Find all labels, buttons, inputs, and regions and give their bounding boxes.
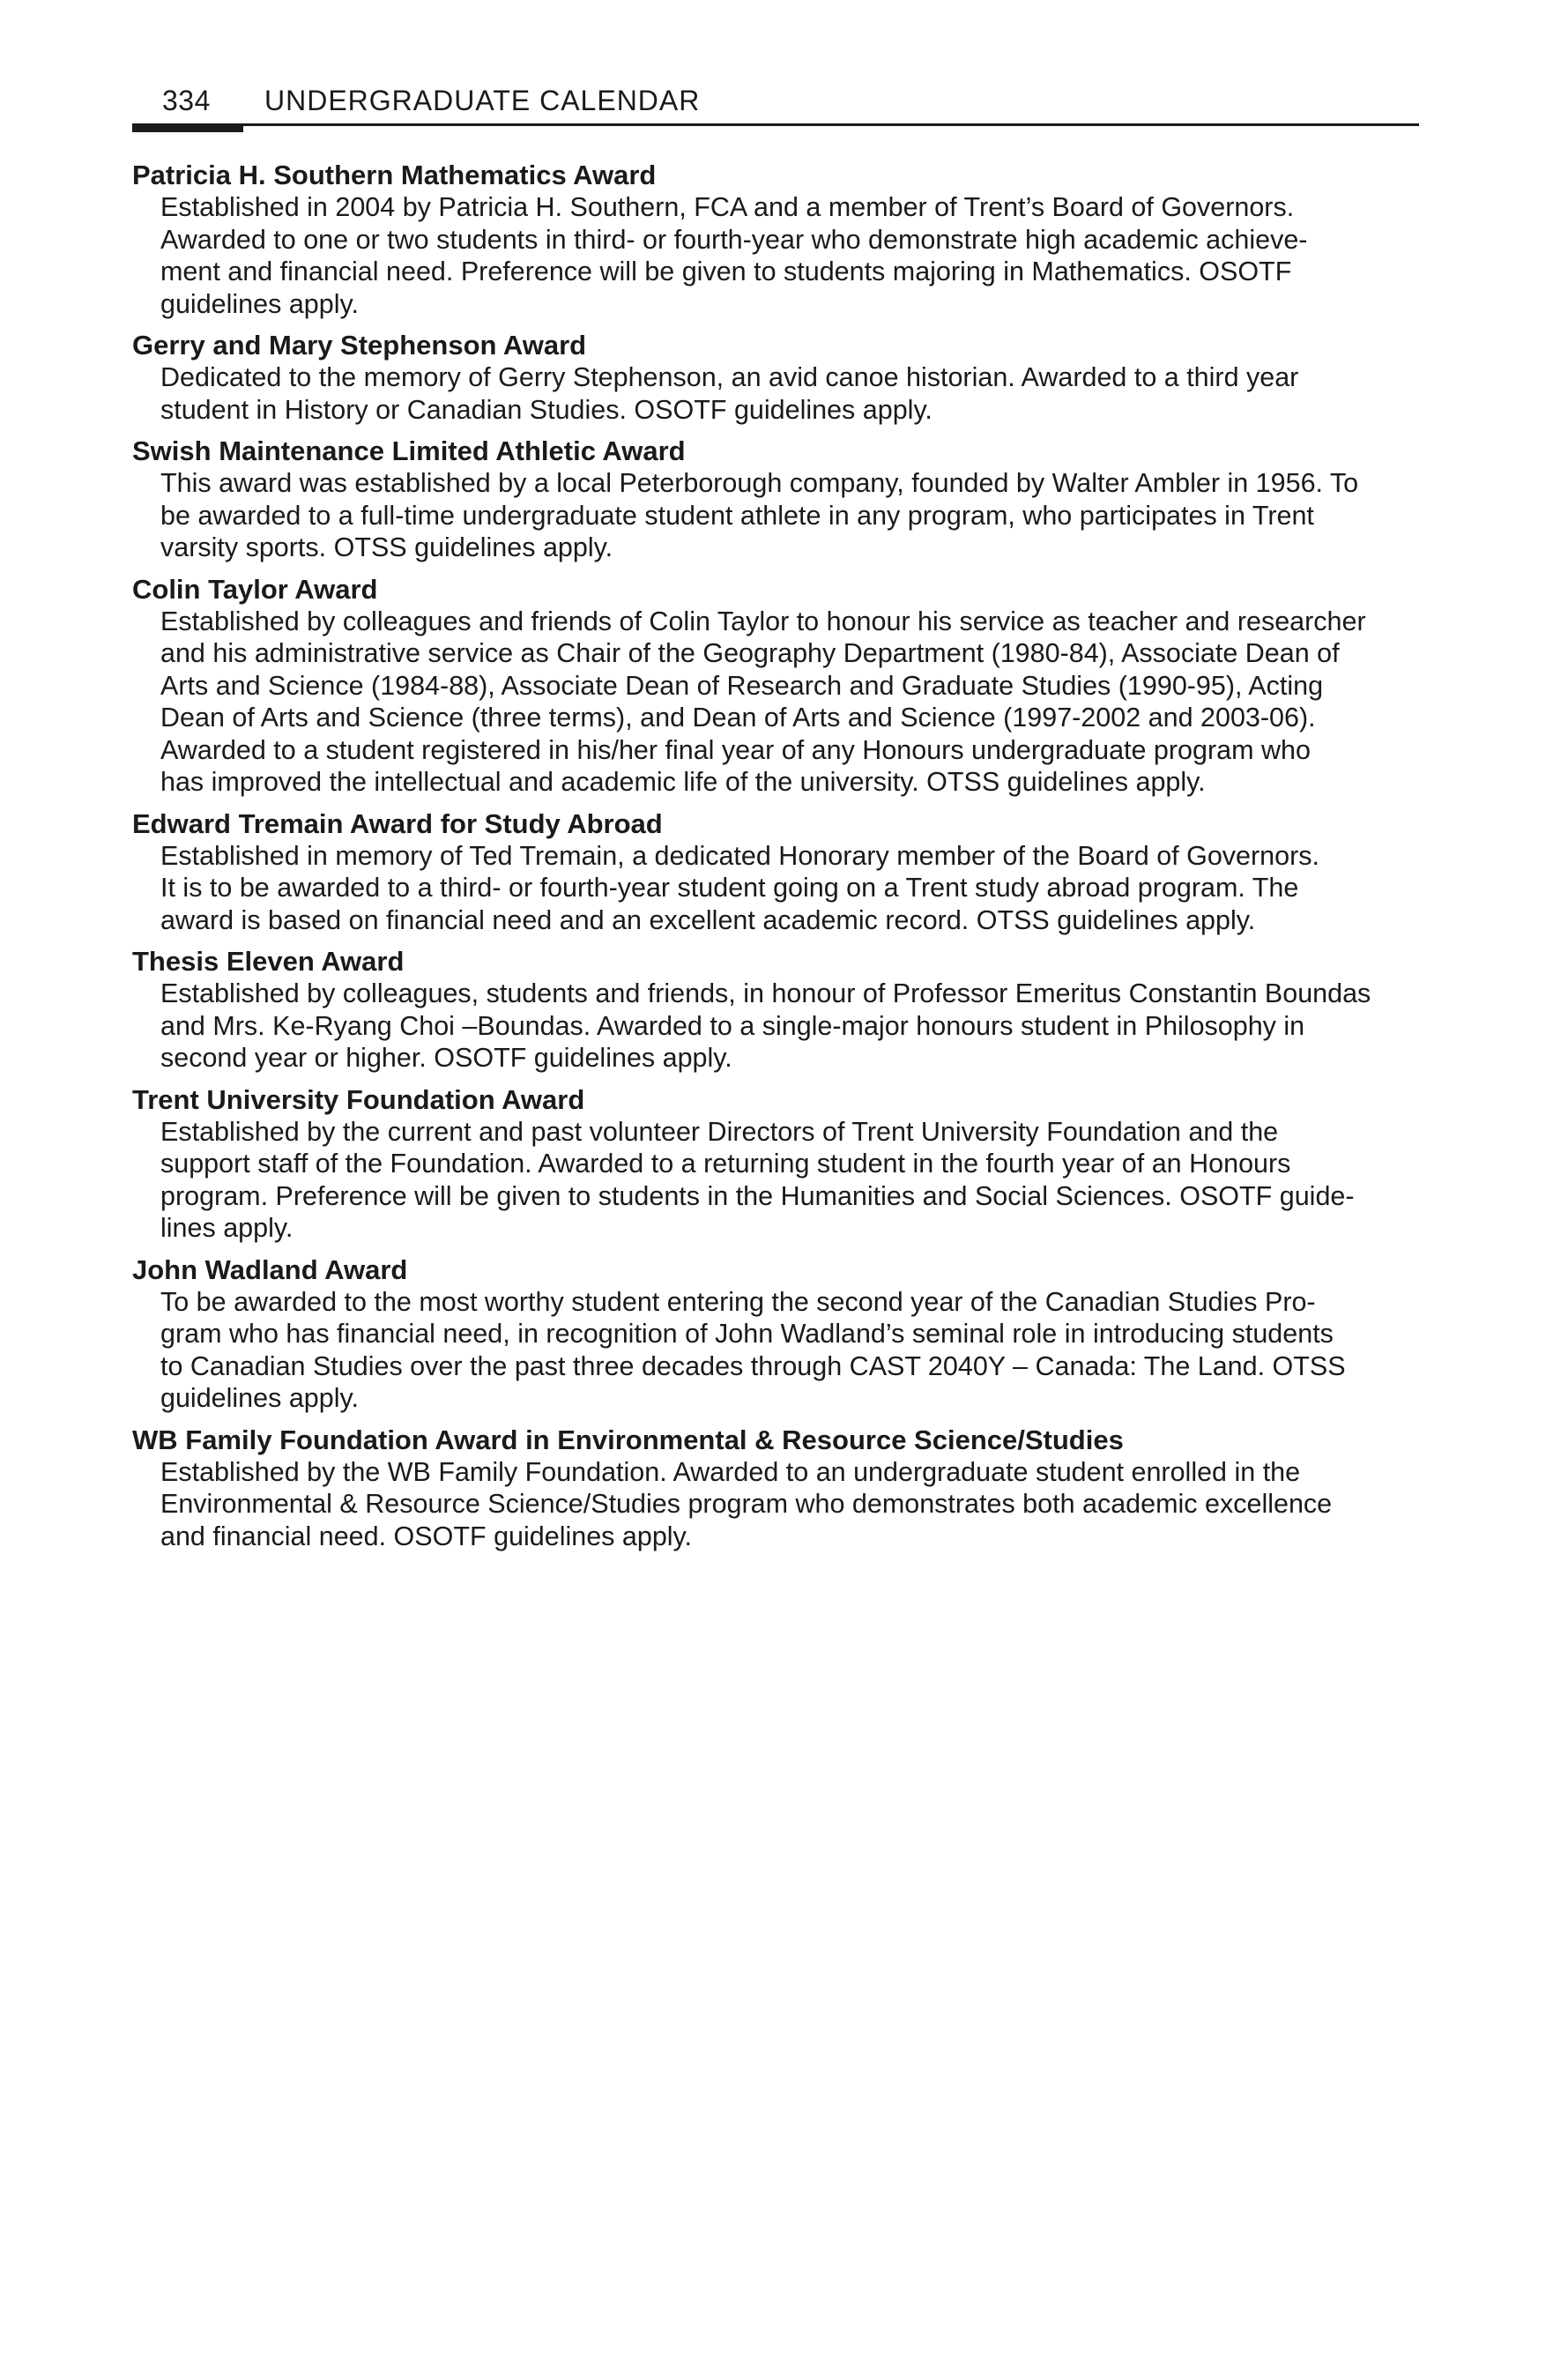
award-title: Edward Tremain Award for Study Abroad xyxy=(132,807,663,839)
award-title: John Wadland Award xyxy=(132,1253,408,1285)
award-entry xyxy=(132,159,1419,320)
page-number: 334 xyxy=(162,85,211,116)
awards-list xyxy=(132,159,1419,1561)
award-title: Patricia H. Southern Mathematics Award xyxy=(132,160,657,190)
calendar-title: UNDERGRADUATE CALENDAR xyxy=(264,85,701,116)
award-description: Dedicated to the memory of Gerry Stephenson, an avid canoe historian. Awarded to a third year student in History or Canadian Studies. OSOTF guidelines apply. xyxy=(160,362,1299,425)
header-rule xyxy=(132,123,1419,126)
award-entry xyxy=(132,1253,1419,1415)
award-description: Established by the current and past volunteer Directors of Trent University Foundation and the support staff of the Foundation. Awarded to a returning student in the fourth year of an Honours program. Preference will be given to students in the Humanities and Social Sciences. OSOTF guide- lines apply. xyxy=(160,1116,1355,1243)
award-description: Established by colleagues, students and friends, in honour of Professor Emeritus Constantin Boundas and Mrs. Ke-Ryang Choi –Boundas. Awarded to a single-major honours student in Philosophy in second year or higher. OSOTF guidelines apply. xyxy=(160,978,1371,1073)
award-title: Swish Maintenance Limited Athletic Award xyxy=(132,435,686,466)
award-title: WB Family Foundation Award in Environmental & Resource Science/Studies xyxy=(132,1424,1124,1455)
award-entry xyxy=(132,1424,1419,1553)
award-title: Gerry and Mary Stephenson Award xyxy=(132,330,587,361)
header-thick-bar xyxy=(132,123,243,132)
award-title: Thesis Eleven Award xyxy=(132,946,405,977)
award-entry xyxy=(132,945,1419,1075)
award-description: Established in memory of Ted Tremain, a dedicated Honorary member of the Board of Governors. It is to be awarded to a third- or fourth-year student going on a Trent study abroad program. The award is based on financial need and an excellent academic record. OTSS guidelines apply. xyxy=(160,840,1319,935)
award-entry xyxy=(132,435,1419,564)
award-description: Established by colleagues and friends of Colin Taylor to honour his service as teacher and researcher and his administrative service as Chair of the Geography Department (1980-84), Associate Dean of Arts and Science (1984-88), Associate Dean of Research and Graduate Studies (1990-95), Acting Dean of Arts and Science (three terms), and Dean of Arts and Science (1997-2002 and 2003-06). Awarded to a student registered in his/her final year of any Honours undergraduate program who has improved the intellectual and academic life of the university. OTSS guidelines apply. xyxy=(160,606,1366,797)
award-description: To be awarded to the most worthy student entering the second year of the Canadian Studies Pro- gram who has financial need, in recognition of John Wadland’s seminal role in introducing students to Canadian Studies over the past three decades through CAST 2040Y – Canada: The Land. OTSS guidelines apply. xyxy=(160,1286,1346,1413)
award-entry xyxy=(132,807,1419,937)
award-title: Trent University Foundation Award xyxy=(132,1083,585,1115)
award-entry xyxy=(132,573,1419,799)
award-title: Colin Taylor Award xyxy=(132,573,378,605)
award-entry xyxy=(132,329,1419,426)
award-description: Established in 2004 by Patricia H. Southern, FCA and a member of Trent’s Board of Governors. Awarded to one or two students in third- or fourth-year who demonstrate high academic achieve- ment and financial need. Preference will be given to students majoring in Mathematics. OSOTF guidelines apply. xyxy=(160,192,1308,319)
award-description: Established by the WB Family Foundation. Awarded to an undergraduate student enrolled in the Environmental & Resource Science/Studies program who demonstrates both academic excellence and financial need. OSOTF guidelines apply. xyxy=(160,1456,1333,1551)
award-description: This award was established by a local Peterborough company, founded by Walter Ambler in 1956. To be awarded to a full-time undergraduate student athlete in any program, who participates in Trent varsity sports. OTSS guidelines apply. xyxy=(160,468,1359,562)
running-header xyxy=(132,79,1419,132)
award-entry xyxy=(132,1083,1419,1245)
